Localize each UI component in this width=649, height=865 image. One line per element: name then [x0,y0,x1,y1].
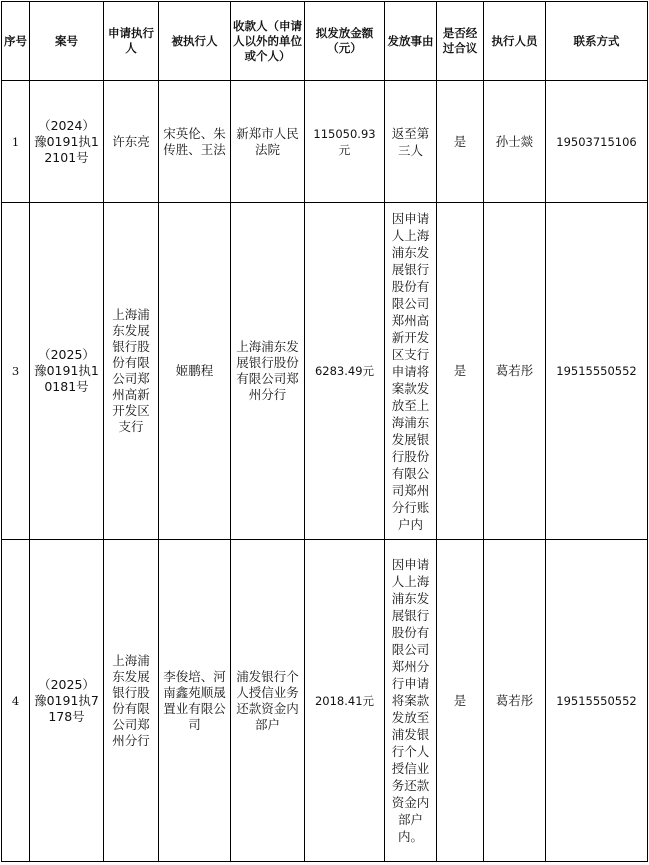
cell-meeting: 是 [437,81,484,203]
cell-contact: 19515550552 [546,203,648,540]
header-applicant: 申请执行人 [104,2,159,81]
header-contact: 联系方式 [546,2,648,81]
cell-case-no: （2025）豫0191执7178号 [30,540,104,862]
cell-reason: 返至第三人 [385,81,437,203]
table-row [2,203,648,540]
cell-amount: 115050.93元 [305,81,385,203]
header-case-no: 案号 [30,2,104,81]
cell-reason: 因申请人上海浦东发展银行股份有限公司郑州分行申请将案款发放至浦发银行个人授信业务还款资金内部户内。 [385,540,437,862]
cell-payee: 浦发银行个人授信业务还款资金内部户 [231,540,305,862]
table-row [2,540,648,862]
cell-meeting: 是 [437,540,484,862]
cell-applicant: 上海浦东发展银行股份有限公司郑州高新开发区支行 [104,203,159,540]
disbursement-table [1,1,648,862]
table-row [2,81,648,203]
cell-amount: 2018.41元 [305,540,385,862]
cell-amount: 6283.49元 [305,203,385,540]
cell-respondent: 姬鹏程 [159,203,231,540]
cell-officer: 孙士燚 [484,81,546,203]
header-row [2,2,648,81]
cell-contact: 19515550552 [546,540,648,862]
cell-applicant: 上海浦东发展银行股份有限公司郑州分行 [104,540,159,862]
header-officer: 执行人员 [484,2,546,81]
header-payee: 收款人（申请人以外的单位或个人） [231,2,305,81]
header-amount: 拟发放金额（元） [305,2,385,81]
cell-seq: 1 [2,81,30,203]
cell-contact: 19503715106 [546,81,648,203]
cell-officer: 葛若彤 [484,540,546,862]
cell-case-no: （2024）豫0191执12101号 [30,81,104,203]
cell-payee: 新郑市人民法院 [231,81,305,203]
header-reason: 发放事由 [385,2,437,81]
cell-payee: 上海浦东发展银行股份有限公司郑州分行 [231,203,305,540]
cell-case-no: （2025）豫0191执10181号 [30,203,104,540]
cell-meeting: 是 [437,203,484,540]
header-seq: 序号 [2,2,30,81]
cell-officer: 葛若彤 [484,203,546,540]
cell-seq: 3 [2,203,30,540]
header-respondent: 被执行人 [159,2,231,81]
cell-respondent: 宋英伦、朱传胜、王法 [159,81,231,203]
cell-applicant: 许东亮 [104,81,159,203]
cell-seq: 4 [2,540,30,862]
cell-respondent: 李俊培、河南鑫苑顺晟置业有限公司 [159,540,231,862]
header-meeting: 是否经过合议 [437,2,484,81]
cell-reason: 因申请人上海浦东发展银行股份有限公司郑州高新开发区支行申请将案款发放至上海浦东发展银行股份有限公司郑州分行账户内 [385,203,437,540]
